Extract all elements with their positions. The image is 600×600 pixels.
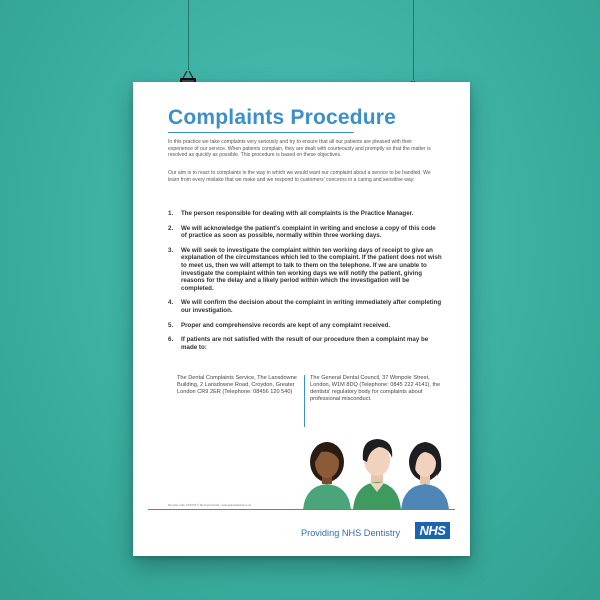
nhs-logo: NHS	[415, 522, 450, 539]
complaints-poster	[133, 82, 470, 556]
person-middle-icon	[353, 439, 401, 510]
contacts-divider	[304, 375, 305, 427]
contact-general-dental-council: The General Dental Council, 37 Wimpole Street, London, W1M 8DQ (Telephone: 0845 222 4141), the dentists' regulatory body for complaints about professional misconduct.	[310, 375, 441, 403]
procedure-step: 5. Proper and comprehensive records are kept of any complaint received.	[168, 321, 391, 329]
providing-nhs-dentistry: Providing NHS Dentistry	[301, 528, 401, 538]
procedure-step: 4. We will confirm the decision about the complaint in writing immediately after completing our investigation.	[168, 299, 442, 314]
staff-illustration-icon	[297, 430, 457, 510]
poster-title: Complaints Procedure	[168, 106, 397, 129]
reorder-code: Re-order code: XXXXXX © We Know Dental · www.weknowdental.co.uk	[168, 504, 251, 507]
complaint-contacts	[177, 375, 447, 427]
procedure-step: 2. We will acknowledge the patient's complaint in writing and enclose a copy of this code of practice as soon as possible, normally within three working days.	[168, 224, 436, 240]
procedure-step: 3. We will seek to investigate the complaint within ten working days of receipt to give an explanation of the circumstances which led to the complaint. If the patient does not wish to meet us, then we will attempt to talk to them on the telephone. If we are unable to investigate the complaint within ten working days we will notify the patient, giving reasons for the delay and a likely period within which the investigation will be completed.	[168, 246, 442, 292]
title-underline	[168, 132, 354, 133]
hanging-wire-left	[188, 0, 189, 70]
procedure-steps	[168, 210, 443, 358]
intro-paragraph-2: Our aim is to react to complaints in the way in which we would want our complaint about a service to be handled. We learn from every mistake that we make and we respond to customers' concerns in a caring and sensitive way.	[168, 170, 431, 183]
person-right-icon	[401, 442, 449, 510]
procedure-step: 1. The person responsible for dealing with all complaints is the Practice Manager.	[168, 210, 414, 217]
footer-rule	[148, 509, 455, 510]
hanging-wire-right	[413, 0, 414, 80]
intro-paragraph-1: In this practice we take complaints very seriously and try to ensure that all our patients are pleased with their experience of our service. When patients complain, they are dealt with courteously and promptly so that the matter is resolved as quickly as possible. This procedure is based on these objectives.	[168, 139, 431, 159]
contact-dental-complaints-service: The Dental Complaints Service, The Lansdowne Building, 2 Lansdowne Road, Croydon, Greater London CR9 2ER (Telephone: 08456 120 540)	[177, 375, 297, 396]
person-left-icon	[303, 442, 351, 510]
procedure-step: 6. If patients are not satisfied with the result of our procedure then a complaint may be made to:	[168, 336, 429, 351]
